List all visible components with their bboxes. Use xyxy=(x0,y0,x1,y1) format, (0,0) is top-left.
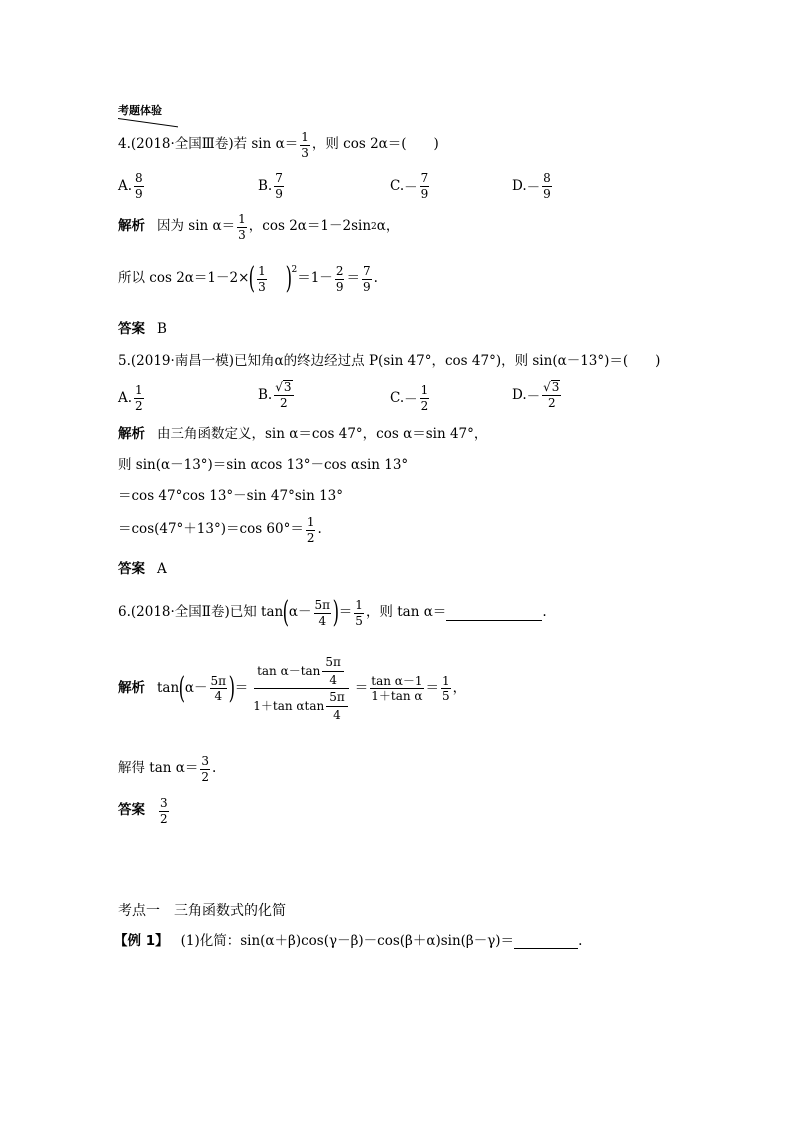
option-sign: － xyxy=(404,180,418,197)
option-den: 9 xyxy=(135,186,143,201)
q4-option-c xyxy=(390,172,431,200)
period: . xyxy=(212,760,217,777)
option-sign: － xyxy=(404,392,418,409)
option-prefix: D. xyxy=(512,386,527,403)
option-den: 9 xyxy=(543,186,551,201)
superscript: 2 xyxy=(291,264,298,275)
section-title-text: 考点一 三角函数式的化简 xyxy=(118,903,286,919)
q5-analysis-line-1 xyxy=(118,428,487,442)
option-den: 9 xyxy=(420,186,429,201)
q5-option-d: D. － √ 3 2 xyxy=(512,380,560,410)
equals: ＝ xyxy=(354,679,369,696)
q4-option-b xyxy=(258,172,286,200)
option-den: 2 xyxy=(420,398,429,413)
q5-analysis-text: ＝cos(47°＋13°)＝cos 60°＝ xyxy=(118,521,304,538)
q4-analysis-line-2: 所以 cos 2α＝1－2× ( $\frac{1}{3}$ ) $^2$ ＝1－ $\frac{2}{9}$ ＝ $\frac{7}{9}$ . xyxy=(118,261,378,296)
equals: ＝ xyxy=(346,270,360,287)
frac-den: 3 xyxy=(258,279,266,294)
frac-num: 3 xyxy=(160,796,168,810)
frac-num: tan α－1 xyxy=(371,673,423,688)
option-den: 2 xyxy=(135,398,143,413)
period: . xyxy=(542,604,547,621)
q5-analysis-text: ＝cos 47°cos 13°－sin 47°sin 13° xyxy=(118,488,343,504)
frac-num: 2 xyxy=(335,263,344,278)
q5-analysis-text: 由三角函数定义，sin α＝cos 47°，cos α＝sin 47°， xyxy=(157,426,488,442)
q6-stem-text: 6.(2018·全国Ⅱ卷)已知 tan xyxy=(118,604,284,621)
analysis-label: 解析 xyxy=(118,218,145,235)
frac-den: 2 xyxy=(160,811,168,826)
answer-label: 答案 xyxy=(118,561,145,577)
q6-solve xyxy=(118,755,216,783)
frac-num: 1 xyxy=(442,673,450,688)
answer-value: A xyxy=(157,561,167,577)
q4-analysis-line-1 xyxy=(118,213,399,241)
q4-analysis-text: ＝1－ xyxy=(297,270,333,287)
period: . xyxy=(578,932,583,949)
question-6-stem: 6.(2018·全国Ⅱ卷)已知 tan ( α－ $\frac{5\pi}{4}$ ) ＝ $\frac{1}{5}$ ，则 tan α＝ . xyxy=(118,595,547,630)
option-num: 3 xyxy=(283,380,292,394)
frac-den: 4 xyxy=(329,672,337,687)
option-num: 8 xyxy=(135,171,143,185)
period: . xyxy=(373,270,378,287)
q5-option-a xyxy=(118,384,146,412)
example-text: (1)化简：sin(α＋β)cos(γ－β)－cos(β＋α)sin(β－γ)＝ xyxy=(180,932,515,949)
answer-blank[interactable] xyxy=(446,606,542,621)
q6-stem-text: ，则 tan α＝ xyxy=(365,604,447,621)
equals: ＝ xyxy=(234,679,249,696)
frac-den: 9 xyxy=(362,279,371,294)
header-label: 考题体验 xyxy=(118,104,162,117)
q5-option-c xyxy=(390,384,431,412)
header-underline xyxy=(118,118,178,127)
section-header xyxy=(118,104,162,118)
frac-den: 5 xyxy=(355,613,363,628)
example-1 xyxy=(114,934,582,949)
q6-analysis-text: tan xyxy=(157,679,180,696)
big-fraction xyxy=(250,656,353,721)
q4-option-a xyxy=(118,172,146,200)
option-prefix: A. xyxy=(118,390,133,407)
frac-num: 1 xyxy=(238,212,246,226)
frac-den: 5 xyxy=(442,689,450,704)
option-num: 8 xyxy=(543,171,551,185)
q5-answer xyxy=(118,563,167,577)
q6-stem-text: α－ xyxy=(288,604,312,621)
frac-num: 5π xyxy=(210,673,227,688)
frac-num: 5π xyxy=(322,656,344,672)
question-4-stem xyxy=(118,131,439,159)
q4-given-den: 3 xyxy=(301,145,309,160)
q4-stem-text: 4.(2018·全国Ⅲ卷)若 sin α＝ xyxy=(118,136,299,153)
q4-stem-tail: ，则 cos 2α＝( ) xyxy=(311,136,439,153)
frac-num: 1 xyxy=(258,263,266,278)
q5-analysis-text: 则 sin(α－13°)＝sin αcos 13°－cos αsin 13° xyxy=(118,457,409,473)
option-sign: － xyxy=(526,388,541,405)
frac-den: 3 xyxy=(238,227,246,242)
q5-analysis-line-4 xyxy=(118,516,322,544)
superscript: 2 xyxy=(371,221,377,232)
answer-blank[interactable] xyxy=(514,934,578,949)
q5-analysis-line-3 xyxy=(118,490,343,504)
option-den: 2 xyxy=(280,395,288,410)
option-prefix: C. xyxy=(390,178,405,195)
option-num: 3 xyxy=(551,380,560,394)
period: . xyxy=(317,521,322,538)
option-prefix: A. xyxy=(118,178,133,195)
example-label: 【例 1】 xyxy=(114,932,169,949)
answer-label: 答案 xyxy=(118,321,145,337)
frac-den: 9 xyxy=(335,279,344,294)
q5-stem-text: 5.(2019·南昌一模)已知角α的终边经过点 P(sin 47°，cos 47°)，则 sin(α－13°)＝( ) xyxy=(118,353,661,369)
frac-num: 5π xyxy=(326,691,348,707)
option-num: 7 xyxy=(275,171,283,185)
comma: ， xyxy=(452,679,467,696)
option-num: 1 xyxy=(420,383,429,397)
option-prefix: D. xyxy=(512,178,527,195)
option-sign: － xyxy=(526,180,541,197)
big-frac-den-text: 1＋tan αtan xyxy=(253,698,325,713)
option-prefix: B. xyxy=(258,386,273,403)
frac-num: 7 xyxy=(362,263,371,278)
equals: ＝ xyxy=(425,679,440,696)
option-prefix: B. xyxy=(258,178,273,195)
q6-solve-text: 解得 tan α＝ xyxy=(118,760,199,777)
frac-num: 1 xyxy=(306,515,315,529)
analysis-label: 解析 xyxy=(118,679,145,696)
q4-analysis-text: 因为 sin α＝ xyxy=(157,218,236,235)
q4-option-d xyxy=(512,172,554,200)
frac-num: 5π xyxy=(314,597,331,612)
q4-analysis-text: α， xyxy=(376,218,400,235)
answer-label: 答案 xyxy=(118,802,145,819)
q6-analysis: 解析 tan ( α－ $\frac{5\pi}{4}$ ) ＝ tan α－tan $\frac{5\pi}{4}$ 1＋tan αtan $\frac{5\pi}{4}$ ＝ $\frac{\text{tan α－1}}{\text{1＋tan α}}$ ＝ $\frac{1}{5}$ ， xyxy=(118,655,467,722)
q4-analysis-text: 所以 cos 2α＝1－2× xyxy=(118,270,250,287)
section-title xyxy=(118,904,286,919)
q6-analysis-text: α－ xyxy=(184,679,208,696)
analysis-label: 解析 xyxy=(118,426,145,442)
frac-den: 1＋tan α xyxy=(371,689,423,704)
option-num: 1 xyxy=(135,383,143,397)
big-frac-num-text: tan α－tan xyxy=(257,663,321,678)
q5-analysis-line-2 xyxy=(118,459,408,473)
q4-analysis-text: ，cos 2α＝1－2sin xyxy=(248,218,372,235)
frac-num: 3 xyxy=(201,754,210,768)
answer-value: B xyxy=(157,321,167,337)
option-den: 2 xyxy=(547,395,556,410)
question-5-stem xyxy=(118,355,660,369)
frac-den: 4 xyxy=(333,707,341,722)
q6-answer xyxy=(118,797,171,825)
frac-den: 4 xyxy=(214,689,223,704)
option-den: 9 xyxy=(275,186,283,201)
option-prefix: C. xyxy=(390,390,405,407)
q4-given-fraction xyxy=(300,131,310,159)
frac-num: 1 xyxy=(355,597,363,612)
frac-den: 2 xyxy=(201,769,210,784)
frac-den: 2 xyxy=(306,530,315,545)
frac-den: 4 xyxy=(318,613,327,628)
q4-answer xyxy=(118,323,167,337)
q4-given-num: 1 xyxy=(301,130,309,144)
q5-option-b: B. √ 3 2 xyxy=(258,380,292,410)
equals: ＝ xyxy=(338,604,353,621)
option-num: 7 xyxy=(420,171,429,185)
